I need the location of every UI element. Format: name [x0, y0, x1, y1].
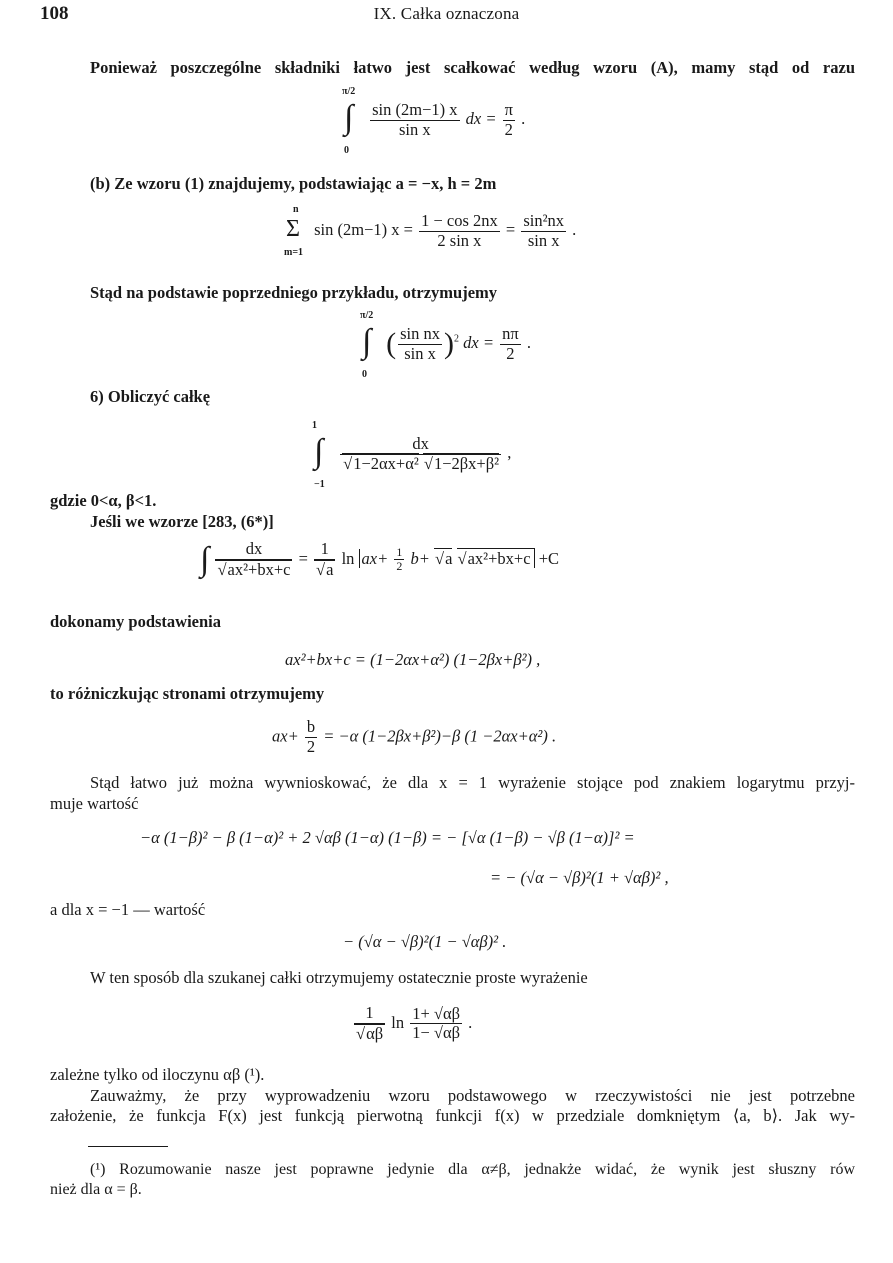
- paragraph-4: 6) Obliczyć całkę: [90, 387, 211, 406]
- paragraph-5: gdzie 0<α, β<1.: [50, 491, 157, 510]
- equation-6: ax²+bx+c = (1−2αx+α²) (1−2βx+β²) ,: [285, 650, 541, 669]
- footnote-line-1: (¹) Rozumowanie nasze jest poprawne jedynie dla α≠β, jednakże widać, że wynik jest słuszny rów: [90, 1161, 855, 1178]
- running-title: IX. Całka oznaczona: [373, 4, 520, 23]
- equation-8-line-2: = − (√α − √β)²(1 + √αβ)² ,: [490, 868, 669, 887]
- equation-3: π/2 ∫ 0 ( $\frac{\text{sin nx}}{\text{sin x}}$ )$^2$ dx = $\frac{n\pi}{2}$ .: [360, 310, 531, 380]
- paragraph-2: (b) Ze wzoru (1) znajdujemy, podstawiając a = −x, h = 2m: [90, 174, 497, 193]
- equation-9: − (√α − √β)²(1 − √αβ)² .: [343, 932, 507, 951]
- paragraph-12: zależne tylko od iloczynu αβ (¹).: [50, 1065, 265, 1084]
- equation-2: n Σ m=1 sin (2m−1) x = $\frac{1 - \cos 2nx}{\text{2 sin x}}$ = $\frac{\text{sin²nx}}{\text{sin x}}$ .: [284, 204, 577, 258]
- footnote: [50, 1160, 855, 1200]
- footnote-line-2: nież dla α = β.: [50, 1181, 142, 1198]
- paragraph-1: Ponieważ poszczególne składniki łatwo jest scałkować według wzoru (A), mamy stąd od razu: [90, 58, 855, 77]
- equation-1: π/2 ∫ 0 $\frac{\sin (2m-1) x}{\text{sin x}}$ dx = $\frac{\pi}{2}$ .: [342, 86, 526, 156]
- footnote-rule: [88, 1146, 168, 1147]
- equation-8-line-1: −α (1−β)² − β (1−α)² + 2 √αβ (1−α) (1−β) = − [√α (1−β) − √β (1−α)]² =: [140, 828, 635, 847]
- paragraph-7: dokonamy podstawienia: [50, 612, 222, 631]
- equation-4: 1 ∫ −1 dx √ 1−2αx+α² √ 1−2βx+β² ,: [312, 422, 511, 486]
- paragraph-13b: założenie, że funkcja F(x) jest funkcją pierwotną funkcji f(x) w przedziale domkniętym ⟨a, b⟩. Jak wy-: [50, 1106, 855, 1126]
- equation-5: ∫ dx √ ax²+bx+c = 1 √ a ln ax+ $\frac{1}{2}$ b+ √ a √ ax²+bx+c +C: [200, 540, 559, 580]
- paragraph-9a: Stąd łatwo już można wywnioskować, że dla x = 1 wyrażenie stojące pod znakiem logarytmu przyj-: [90, 773, 855, 792]
- paragraph-13a: Zauważmy, że przy wyprowadzeniu wzoru podstawowego w rzeczywistości nie jest potrzebne: [90, 1085, 855, 1105]
- paragraph-3: Stąd na podstawie poprzedniego przykładu, otrzymujemy: [90, 283, 498, 302]
- paragraph-11: W ten sposób dla szukanej całki otrzymujemy ostatecznie proste wyrażenie: [90, 968, 588, 987]
- equation-10: 1 √ αβ ln $\frac{1+ √\alpha\beta}{1- √\alpha\beta}$ .: [352, 1004, 472, 1044]
- page-number: 108: [40, 3, 69, 24]
- paragraph-9b: muje wartość: [50, 793, 139, 813]
- equation-7: ax+ $\frac{b}{2}$ = −α (1−2βx+β²)−β (1 −2αx+α²) .: [272, 717, 557, 756]
- page-header: [40, 3, 853, 27]
- paragraph-10: a dla x = −1 — wartość: [50, 900, 206, 919]
- paragraph-8: to różniczkując stronami otrzymujemy: [50, 684, 325, 703]
- paragraph-6: Jeśli we wzorze [283, (6*)]: [90, 511, 274, 531]
